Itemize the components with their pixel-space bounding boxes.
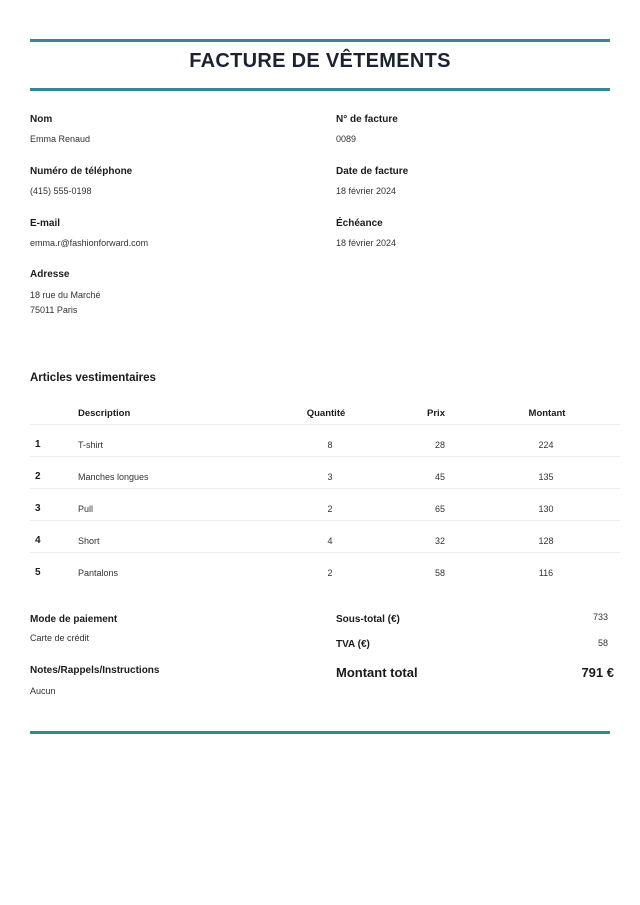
customer-email-label: E-mail xyxy=(30,218,61,229)
payment-method-value: Carte de crédit xyxy=(30,633,90,643)
tax-value: 58 xyxy=(597,638,608,648)
items-section-heading: Articles vestimentaires xyxy=(30,372,156,384)
item-quantity: 2 xyxy=(327,504,333,514)
table-row xyxy=(30,488,620,520)
item-quantity: 8 xyxy=(327,440,333,450)
table-row xyxy=(30,520,620,552)
item-amount: 128 xyxy=(538,536,554,546)
item-amount: 224 xyxy=(538,440,554,450)
table-row xyxy=(30,424,620,456)
title-underline-rule xyxy=(30,88,610,91)
table-row xyxy=(30,552,620,584)
column-header-amount: Montant xyxy=(528,408,566,419)
row-index: 2 xyxy=(35,471,41,482)
item-price: 58 xyxy=(434,568,445,578)
row-index: 1 xyxy=(35,439,41,450)
table-row xyxy=(30,456,620,488)
item-amount: 116 xyxy=(538,568,554,578)
item-quantity: 4 xyxy=(327,536,333,546)
invoice-number-label: N° de facture xyxy=(336,114,398,125)
item-quantity: 2 xyxy=(327,568,333,578)
row-index: 3 xyxy=(35,503,41,514)
item-amount: 135 xyxy=(538,472,554,482)
customer-address-line1: 18 rue du Marché xyxy=(30,290,101,300)
invoice-number-value: 0089 xyxy=(336,134,357,144)
notes-label: Notes/Rappels/Instructions xyxy=(30,665,160,676)
item-description: Manches longues xyxy=(78,472,149,482)
item-description: Pantalons xyxy=(78,568,119,578)
item-description: Short xyxy=(78,536,100,546)
row-divider xyxy=(30,424,620,425)
item-amount: 130 xyxy=(538,504,554,514)
customer-name-value: Emma Renaud xyxy=(30,134,91,144)
column-header-quantity: Quantité xyxy=(306,408,346,419)
row-divider xyxy=(30,488,620,489)
customer-address-line2: 75011 Paris xyxy=(30,305,78,315)
customer-phone-label: Numéro de téléphone xyxy=(30,166,133,177)
total-amount-label: Montant total xyxy=(336,665,418,680)
item-price: 28 xyxy=(434,440,445,450)
row-divider xyxy=(30,520,620,521)
due-date-value: 18 février 2024 xyxy=(336,238,397,248)
subtotal-label: Sous-total (€) xyxy=(336,614,400,625)
payment-method-label: Mode de paiement xyxy=(30,614,118,625)
invoice-title: FACTURE DE VÊTEMENTS xyxy=(189,50,451,72)
row-divider xyxy=(30,552,620,553)
column-header-description: Description xyxy=(78,408,131,419)
bottom-rule xyxy=(30,731,610,734)
customer-name-label: Nom xyxy=(30,114,53,125)
row-index: 5 xyxy=(35,567,41,578)
top-rule xyxy=(30,39,610,42)
item-price: 65 xyxy=(434,504,445,514)
due-date-label: Échéance xyxy=(336,218,383,229)
invoice-date-value: 18 février 2024 xyxy=(336,186,397,196)
item-description: T-shirt xyxy=(78,440,104,450)
item-description: Pull xyxy=(78,504,94,514)
customer-address-label: Adresse xyxy=(30,269,70,280)
customer-email-value: emma.r@fashionforward.com xyxy=(30,238,149,248)
customer-phone-value: (415) 555-0198 xyxy=(30,186,92,196)
item-quantity: 3 xyxy=(327,472,333,482)
tax-label: TVA (€) xyxy=(336,639,370,650)
row-divider xyxy=(30,456,620,457)
row-index: 4 xyxy=(35,535,41,546)
subtotal-value: 733 xyxy=(592,612,608,622)
column-header-price: Prix xyxy=(427,408,445,419)
item-price: 45 xyxy=(434,472,445,482)
invoice-date-label: Date de facture xyxy=(336,166,409,177)
notes-value: Aucun xyxy=(30,686,56,696)
item-price: 32 xyxy=(434,536,445,546)
total-amount-value: 791 € xyxy=(581,665,614,680)
